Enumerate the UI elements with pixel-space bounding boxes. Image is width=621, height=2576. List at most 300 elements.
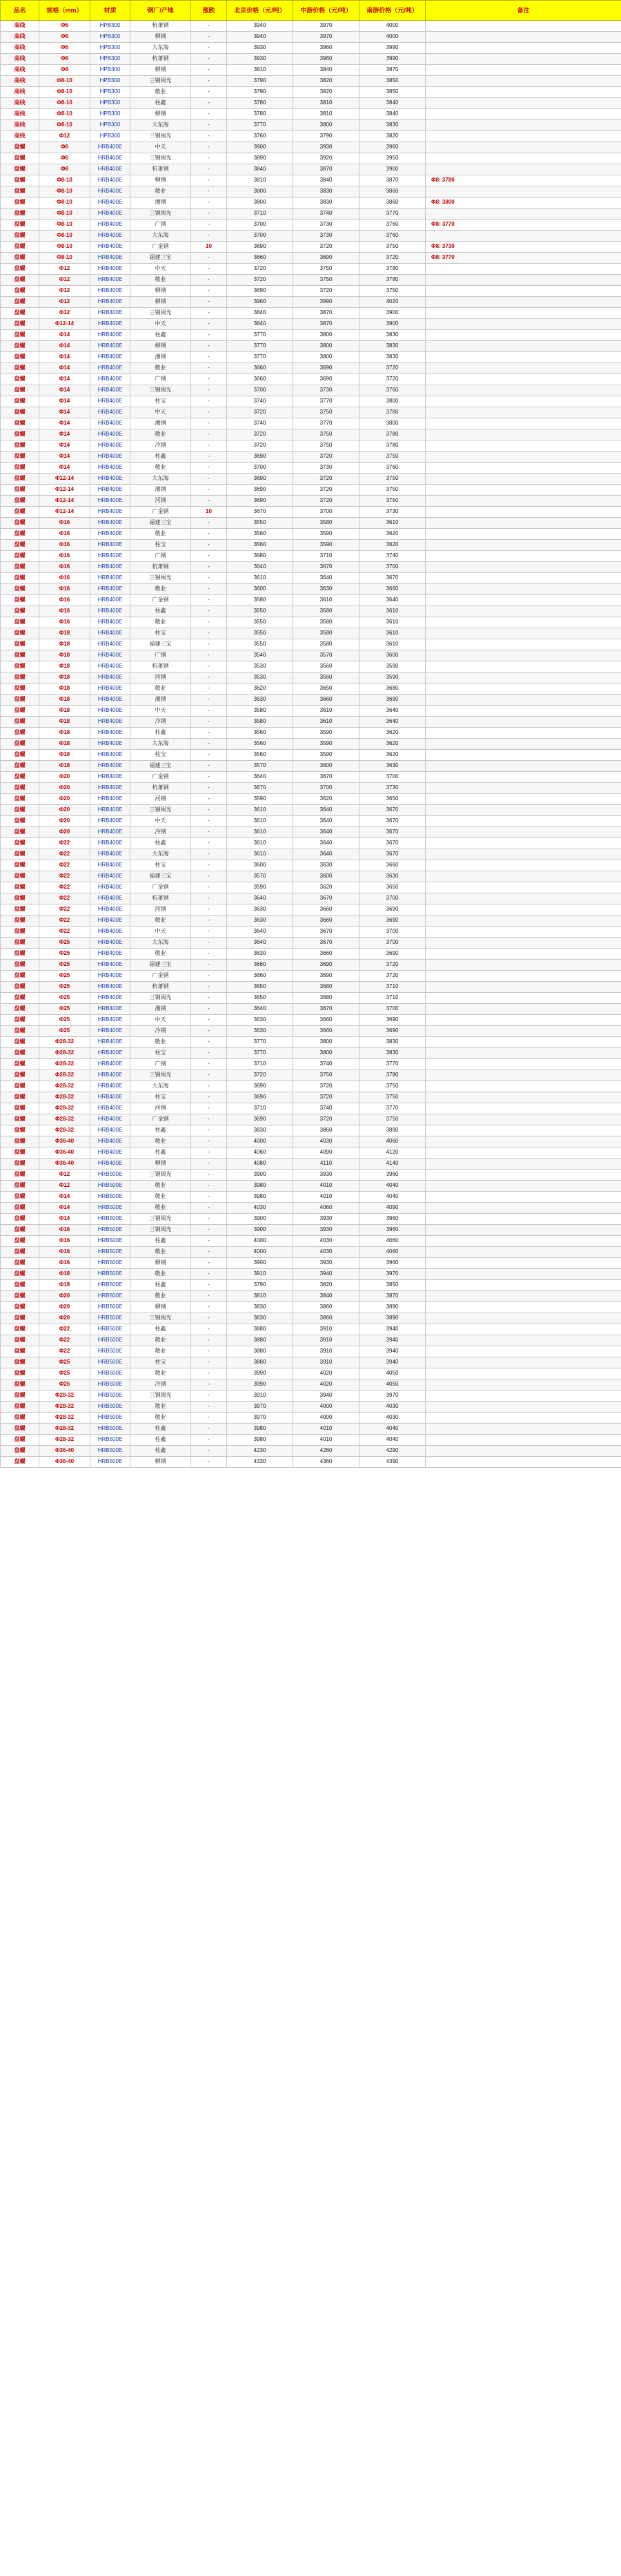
cell-spec: Φ14 [39,374,90,385]
cell-remark [426,871,621,882]
cell-remark [426,1402,621,1413]
cell-price-change: - [191,385,227,396]
cell-mid-price: 3690 [293,363,359,374]
cell-remark [426,385,621,396]
cell-mill-origin: 河钢 [130,496,191,507]
cell-south-price: 3590 [359,661,426,672]
cell-material: HRB400E [90,1081,130,1092]
cell-material: HRB400E [90,363,130,374]
cell-remark [426,617,621,628]
cell-mill-origin: 广钢 [130,551,191,562]
cell-price-change: - [191,142,227,153]
cell-south-price: 3830 [359,330,426,341]
cell-price-change: - [191,65,227,76]
cell-material: HRB500E [90,1170,130,1181]
table-row [1,1269,621,1280]
cell-north-price: 3830 [227,1302,293,1313]
cell-price-change: - [191,43,227,54]
cell-north-price: 3910 [227,1269,293,1280]
cell-product-name: 盘螺 [1,993,39,1004]
cell-material: HRB400E [90,893,130,904]
cell-mid-price: 3790 [293,131,359,142]
cell-mid-price: 4060 [293,1203,359,1214]
cell-material: HRB400E [90,904,130,916]
cell-remark [426,916,621,927]
table-row [1,21,621,32]
cell-price-change: - [191,573,227,584]
cell-north-price: 3770 [227,1037,293,1048]
cell-remark [426,1313,621,1324]
cell-north-price: 3640 [227,772,293,783]
cell-product-name: 盘螺 [1,1092,39,1103]
cell-product-name: 盘螺 [1,916,39,927]
cell-mid-price: 3590 [293,750,359,761]
cell-mid-price: 3770 [293,396,359,407]
cell-mid-price: 3620 [293,882,359,893]
cell-price-change: - [191,717,227,728]
cell-north-price: 3530 [227,661,293,672]
cell-product-name: 盘螺 [1,175,39,186]
cell-mid-price: 3730 [293,220,359,231]
cell-remark [426,164,621,175]
cell-south-price: 3700 [359,1004,426,1015]
cell-product-name: 盘螺 [1,927,39,938]
cell-south-price: 3610 [359,617,426,628]
cell-material: HRB400E [90,253,130,264]
cell-south-price: 3640 [359,706,426,717]
cell-price-change: - [191,330,227,341]
cell-south-price: 3720 [359,253,426,264]
cell-mid-price: 3720 [293,1092,359,1103]
cell-material: HRB400E [90,186,130,197]
cell-material: HRB500E [90,1335,130,1346]
cell-north-price: 4060 [227,1147,293,1159]
cell-product-name: 盘螺 [1,1391,39,1402]
cell-mill-origin: 三钢闽光 [130,308,191,319]
table-row [1,1114,621,1125]
cell-north-price: 3830 [227,1125,293,1136]
cell-north-price: 3580 [227,706,293,717]
cell-product-name: 盘螺 [1,1170,39,1181]
cell-mid-price: 4010 [293,1192,359,1203]
cell-south-price: 3750 [359,1092,426,1103]
cell-mill-origin: 敬业 [130,1181,191,1192]
cell-material: HRB400E [90,440,130,452]
cell-north-price: 3990 [227,1368,293,1379]
table-row [1,606,621,617]
cell-remark [426,1368,621,1379]
cell-mid-price: 3930 [293,142,359,153]
cell-remark [426,43,621,54]
cell-mid-price: 3590 [293,540,359,551]
cell-south-price: 3760 [359,385,426,396]
cell-spec: Φ16 [39,551,90,562]
cell-south-price: 3750 [359,452,426,463]
cell-north-price: 3880 [227,1335,293,1346]
table-row [1,452,621,463]
cell-north-price: 3740 [227,418,293,429]
cell-product-name: 盘螺 [1,1070,39,1081]
cell-product-name: 高线 [1,131,39,142]
cell-south-price: 3950 [359,153,426,164]
cell-price-change: - [191,794,227,805]
table-row [1,938,621,949]
cell-south-price: 3720 [359,971,426,982]
cell-mill-origin: 敬业 [130,429,191,440]
cell-mid-price: 3820 [293,76,359,87]
cell-south-price: 4030 [359,1402,426,1413]
cell-north-price: 3980 [227,1424,293,1435]
table-row [1,1413,621,1424]
cell-price-change: - [191,1070,227,1081]
cell-mid-price: 3730 [293,463,359,474]
cell-south-price: 3800 [359,418,426,429]
cell-north-price: 3980 [227,1435,293,1446]
cell-product-name: 盘螺 [1,1225,39,1236]
cell-mill-origin: 杭萧钢 [130,164,191,175]
cell-south-price: 3670 [359,805,426,816]
cell-north-price: 3560 [227,540,293,551]
cell-remark [426,1203,621,1214]
table-row [1,54,621,65]
cell-spec: Φ8-10 [39,253,90,264]
cell-spec: Φ28-32 [39,1125,90,1136]
table-row [1,319,621,330]
cell-material: HRB400E [90,639,130,650]
cell-material: HRB500E [90,1368,130,1379]
cell-material: HPB300 [90,54,130,65]
cell-spec: Φ16 [39,1236,90,1247]
cell-material: HRB400E [90,827,130,838]
cell-remark [426,1236,621,1247]
cell-price-change: - [191,496,227,507]
cell-price-change: - [191,1181,227,1192]
table-row [1,253,621,264]
cell-spec: Φ16 [39,529,90,540]
cell-product-name: 盘螺 [1,1203,39,1214]
cell-remark [426,1004,621,1015]
cell-remark [426,650,621,661]
cell-material: HRB400E [90,153,130,164]
cell-mid-price: 3560 [293,672,359,684]
cell-mill-origin: 柱宝 [130,1357,191,1368]
cell-product-name: 盘螺 [1,1081,39,1092]
cell-spec: Φ18 [39,684,90,695]
cell-south-price: 3850 [359,1280,426,1291]
cell-material: HRB400E [90,374,130,385]
cell-mill-origin: 敬业 [130,617,191,628]
table-row [1,761,621,772]
cell-price-change: - [191,1159,227,1170]
cell-south-price: 4090 [359,1203,426,1214]
cell-material: HRB400E [90,264,130,275]
cell-spec: Φ6 [39,54,90,65]
cell-south-price: 3730 [359,783,426,794]
cell-material: HRB400E [90,429,130,440]
table-row [1,540,621,551]
table-row [1,1280,621,1291]
cell-mill-origin: 敬业 [130,463,191,474]
cell-mid-price: 3960 [293,54,359,65]
cell-material: HRB400E [90,231,130,242]
cell-price-change: - [191,938,227,949]
cell-mill-origin: 三钢闽光 [130,993,191,1004]
table-row [1,904,621,916]
cell-south-price: 3850 [359,87,426,98]
table-row [1,131,621,142]
cell-spec: Φ6 [39,153,90,164]
cell-north-price: 3770 [227,330,293,341]
cell-south-price: 4120 [359,1147,426,1159]
cell-product-name: 盘螺 [1,142,39,153]
cell-material: HRB400E [90,993,130,1004]
cell-north-price: 3720 [227,264,293,275]
cell-north-price: 3710 [227,209,293,220]
cell-price-change: - [191,76,227,87]
cell-remark [426,761,621,772]
cell-product-name: 盘螺 [1,1379,39,1391]
cell-price-change: - [191,1424,227,1435]
cell-mill-origin: 敬业 [130,1346,191,1357]
cell-remark [426,120,621,131]
cell-material: HRB400E [90,1159,130,1170]
cell-mid-price: 3600 [293,761,359,772]
cell-mid-price: 3720 [293,1081,359,1092]
table-row [1,175,621,186]
cell-product-name: 盘螺 [1,1048,39,1059]
table-row [1,717,621,728]
cell-north-price: 3550 [227,628,293,639]
table-row [1,209,621,220]
cell-mill-origin: 柱鑫 [130,1280,191,1291]
cell-material: HRB400E [90,672,130,684]
cell-price-change: - [191,1324,227,1335]
table-row [1,65,621,76]
cell-product-name: 高线 [1,21,39,32]
cell-mill-origin: 柱宝 [130,1048,191,1059]
cell-mid-price: 3640 [293,827,359,838]
cell-spec: Φ25 [39,1368,90,1379]
table-row [1,1335,621,1346]
cell-spec: Φ16 [39,606,90,617]
cell-mid-price: 4360 [293,1457,359,1468]
cell-spec: Φ16 [39,518,90,529]
cell-mill-origin: 柳钢 [130,65,191,76]
table-row [1,1346,621,1357]
cell-price-change: - [191,860,227,871]
cell-product-name: 盘螺 [1,938,39,949]
cell-mill-origin: 柱鑫 [130,606,191,617]
cell-remark [426,540,621,551]
cell-material: HRB400E [90,197,130,209]
cell-product-name: 盘螺 [1,297,39,308]
cell-mid-price: 3670 [293,772,359,783]
cell-material: HRB400E [90,772,130,783]
cell-south-price: 3670 [359,849,426,860]
cell-product-name: 盘螺 [1,231,39,242]
cell-mid-price: 3720 [293,485,359,496]
table-row [1,1192,621,1203]
table-row [1,186,621,197]
cell-price-change: - [191,1059,227,1070]
cell-product-name: 盘螺 [1,739,39,750]
cell-north-price: 3640 [227,1004,293,1015]
cell-material: HRB400E [90,717,130,728]
cell-price-change: - [191,1413,227,1424]
cell-north-price: 3550 [227,518,293,529]
cell-price-change: - [191,904,227,916]
cell-price-change: - [191,319,227,330]
cell-mill-origin: 杭萧钢 [130,562,191,573]
cell-product-name: 盘螺 [1,949,39,960]
cell-spec: Φ16 [39,1258,90,1269]
cell-product-name: 盘螺 [1,452,39,463]
cell-north-price: 3580 [227,717,293,728]
table-row [1,1170,621,1181]
cell-material: HRB400E [90,927,130,938]
cell-mid-price: 3860 [293,1313,359,1324]
cell-spec: Φ25 [39,1357,90,1368]
cell-south-price: 3720 [359,374,426,385]
cell-product-name: 盘螺 [1,960,39,971]
cell-south-price: 3860 [359,197,426,209]
cell-spec: Φ12 [39,1181,90,1192]
cell-mid-price: 4090 [293,1147,359,1159]
cell-spec: Φ14 [39,429,90,440]
cell-product-name: 盘螺 [1,971,39,982]
table-row [1,197,621,209]
cell-remark [426,982,621,993]
cell-material: HRB400E [90,1004,130,1015]
cell-price-change: - [191,209,227,220]
cell-south-price: 3890 [359,1125,426,1136]
cell-spec: Φ18 [39,706,90,717]
cell-product-name: 盘螺 [1,1136,39,1147]
cell-spec: Φ25 [39,949,90,960]
cell-remark [426,728,621,739]
cell-mill-origin: 三钢闽光 [130,573,191,584]
cell-south-price: 3630 [359,871,426,882]
cell-product-name: 盘螺 [1,1435,39,1446]
cell-price-change: - [191,1048,227,1059]
table-row [1,275,621,286]
table-row [1,164,621,175]
cell-mid-price: 3740 [293,209,359,220]
cell-remark [426,1092,621,1103]
cell-spec: Φ20 [39,783,90,794]
table-row [1,220,621,231]
cell-product-name: 盘螺 [1,827,39,838]
table-row [1,1368,621,1379]
cell-mill-origin: 三钢闽光 [130,1214,191,1225]
cell-north-price: 4000 [227,1236,293,1247]
cell-south-price: 3680 [359,684,426,695]
table-row [1,628,621,639]
cell-north-price: 3800 [227,197,293,209]
cell-material: HRB400E [90,650,130,661]
cell-north-price: 3690 [227,496,293,507]
cell-mid-price: 4020 [293,1368,359,1379]
cell-mid-price: 3840 [293,65,359,76]
cell-material: HRB400E [90,573,130,584]
cell-south-price: 3670 [359,573,426,584]
cell-mill-origin: 柱鑫 [130,330,191,341]
cell-price-change: - [191,783,227,794]
cell-spec: Φ36-40 [39,1136,90,1147]
cell-south-price: 3840 [359,98,426,109]
cell-product-name: 盘螺 [1,728,39,739]
cell-spec: Φ18 [39,695,90,706]
cell-north-price: 3680 [227,551,293,562]
cell-mid-price: 3720 [293,496,359,507]
cell-material: HRB500E [90,1446,130,1457]
cell-mid-price: 3750 [293,264,359,275]
cell-product-name: 盘螺 [1,1280,39,1291]
cell-material: HRB500E [90,1357,130,1368]
cell-material: HRB400E [90,982,130,993]
table-row [1,893,621,904]
cell-spec: Φ22 [39,1335,90,1346]
cell-product-name: 盘螺 [1,805,39,816]
cell-south-price: 3670 [359,838,426,849]
cell-mill-origin: 三钢闽光 [130,385,191,396]
cell-mill-origin: 中天 [130,264,191,275]
cell-mid-price: 3690 [293,374,359,385]
header-remark: 备注 [426,1,621,21]
cell-material: HRB400E [90,286,130,297]
cell-material: HPB300 [90,65,130,76]
cell-spec: Φ12 [39,308,90,319]
cell-spec: Φ18 [39,628,90,639]
cell-spec: Φ25 [39,971,90,982]
cell-mill-origin: 敬业 [130,529,191,540]
cell-price-change: - [191,474,227,485]
cell-price-change: - [191,849,227,860]
cell-mid-price: 3670 [293,1004,359,1015]
cell-spec: Φ16 [39,584,90,595]
cell-remark: Φ8: 3770 [426,220,621,231]
cell-material: HRB500E [90,1247,130,1258]
cell-product-name: 盘螺 [1,672,39,684]
table-row [1,1159,621,1170]
cell-price-change: - [191,1170,227,1181]
cell-price-change: - [191,871,227,882]
cell-mid-price: 3800 [293,330,359,341]
cell-product-name: 高线 [1,98,39,109]
table-row [1,672,621,684]
cell-spec: Φ14 [39,396,90,407]
cell-price-change: - [191,661,227,672]
cell-product-name: 盘螺 [1,429,39,440]
cell-mill-origin: 柱鑫 [130,452,191,463]
cell-product-name: 盘螺 [1,1192,39,1203]
cell-mill-origin: 杭萧钢 [130,982,191,993]
cell-mid-price: 4110 [293,1159,359,1170]
cell-mill-origin: 柱宝 [130,540,191,551]
cell-mid-price: 3720 [293,1114,359,1125]
cell-spec: Φ8-10 [39,242,90,253]
cell-mill-origin: 中天 [130,142,191,153]
cell-mid-price: 3580 [293,617,359,628]
cell-north-price: 3700 [227,463,293,474]
cell-product-name: 盘螺 [1,772,39,783]
cell-spec: Φ28-32 [39,1402,90,1413]
cell-mill-origin: 敬业 [130,1136,191,1147]
cell-material: HRB400E [90,463,130,474]
table-row [1,860,621,871]
table-row [1,385,621,396]
cell-mid-price: 3810 [293,98,359,109]
